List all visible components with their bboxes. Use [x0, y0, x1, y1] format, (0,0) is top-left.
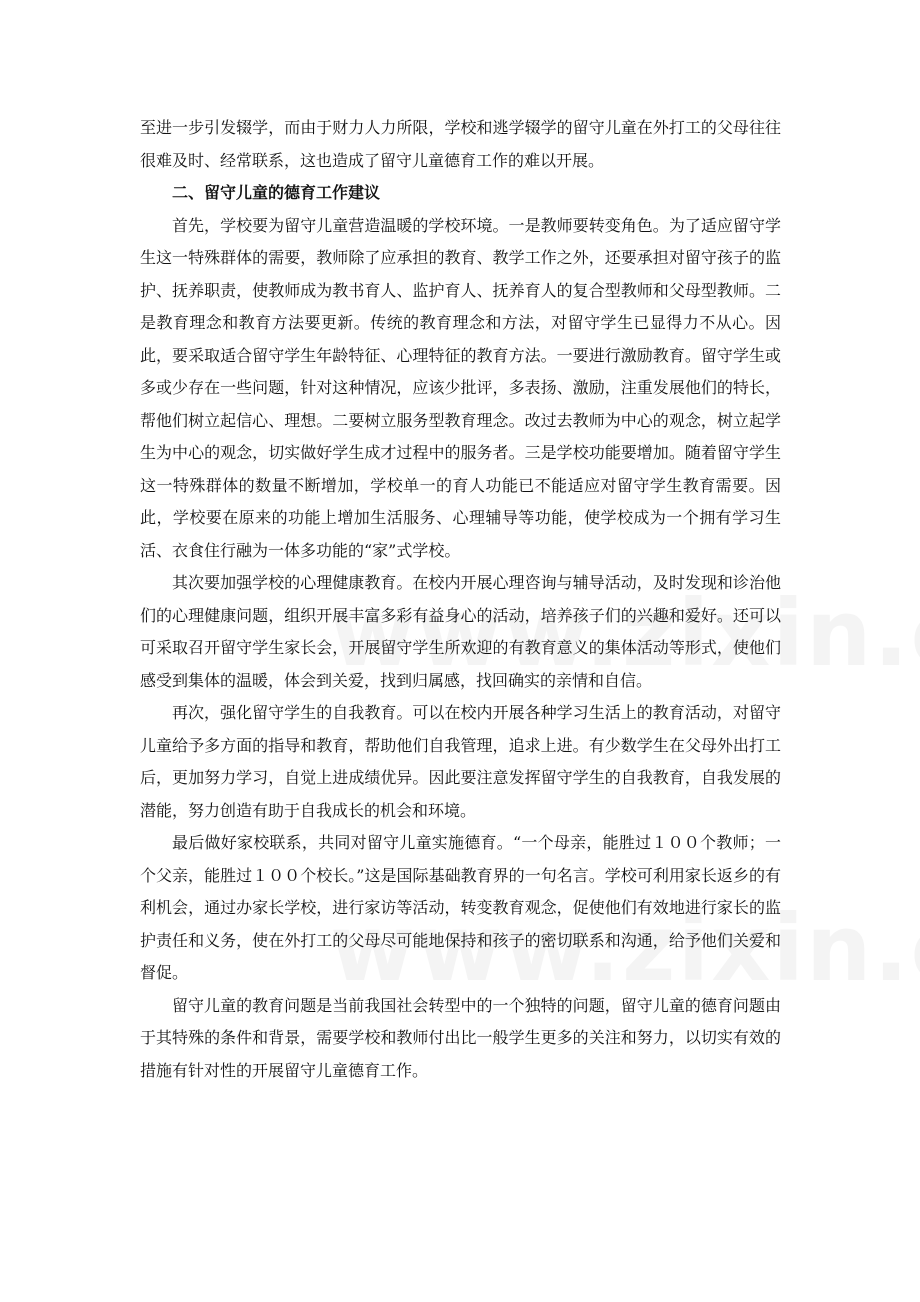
paragraph: 首先，学校要为留守儿童营造温暖的学校环境。一是教师要转变角色。为了适应留守学生这一特殊群体的需要，教师除了应承担的教育、教学工作之外，还要承担对留守孩子的监护、抚养职责，使教师成为教书育人、监护育人、抚养育人的复合型教师和父母型教师。二是教育理念和教育方法要更新。传统的教育理念和方法，对留守学生已显得力不从心。因此，要采取适合留守学生年龄特征、心理特征的教育方法。一要进行激励教育。留守学生或多或少存在一些问题，针对这种情况，应该少批评，多表扬、激励，注重发展他们的特长，帮他们树立起信心、理想。二要树立服务型教育理念。改过去教师为中心的观念，树立起学生为中心的观念，切实做好学生成才过程中的服务者。三是学校功能要增加。随着留守学生这一特殊群体的数量不断增加，学校单一的育人功能已不能适应对留守学生教育需要。因此，学校要在原来的功能上增加生活服务、心理辅导等功能，使学校成为一个拥有学习生活、衣食住行融为一体多功能的“家”式学校。	[140, 215, 781, 560]
paragraph: 其次要加强学校的心理健康教育。在校内开展心理咨询与辅导活动，及时发现和诊治他们的心理健康问题，组织开展丰富多彩有益身心的活动，培养孩子们的兴趣和爱好。还可以可采取召开留守学生家长会，开展留守学生所欢迎的有教育意义的集体活动等形式，使他们感受到集体的温暖，体会到关爱，找到归属感，找回确实的亲情和自信。	[140, 573, 781, 690]
document-body	[140, 112, 781, 1087]
paragraph: 最后做好家校联系，共同对留守儿童实施德育。“一个母亲，能胜过１００个教师；一个父亲，能胜过１００个校长。”这是国际基础教育界的一句名言。学校可利用家长返乡的有利机会，通过办家长学校，进行家访等活动，转变教育观念，促使他们有效地进行家长的监护责任和义务，使在外打工的父母尽可能地保持和孩子的密切联系和沟通，给予他们关爱和督促。	[140, 833, 781, 982]
section-heading: 二、留守儿童的德育工作建议	[172, 183, 381, 202]
paragraph: 留守儿童的教育问题是当前我国社会转型中的一个独特的问题，留守儿童的德育问题由于其特殊的条件和背景，需要学校和教师付出比一般学生更多的关注和努力，以切实有效的措施有针对性的开展留守儿童德育工作。	[140, 995, 781, 1080]
paragraph: 再次，强化留守学生的自我教育。可以在校内开展各种学习生活上的教育活动，对留守儿童给予多方面的指导和教育，帮助他们自我管理，追求上进。有少数学生在父母外出打工后，更加努力学习，自觉上进成绩优异。因此要注意发挥留守学生的自我教育，自我发展的潜能，努力创造有助于自我成长的机会和环境。	[140, 703, 781, 820]
paragraph-continuation: 至进一步引发辍学，而由于财力人力所限，学校和逃学辍学的留守儿童在外打工的父母往往很难及时、经常联系，这也造成了留守儿童德育工作的难以开展。	[140, 118, 781, 170]
